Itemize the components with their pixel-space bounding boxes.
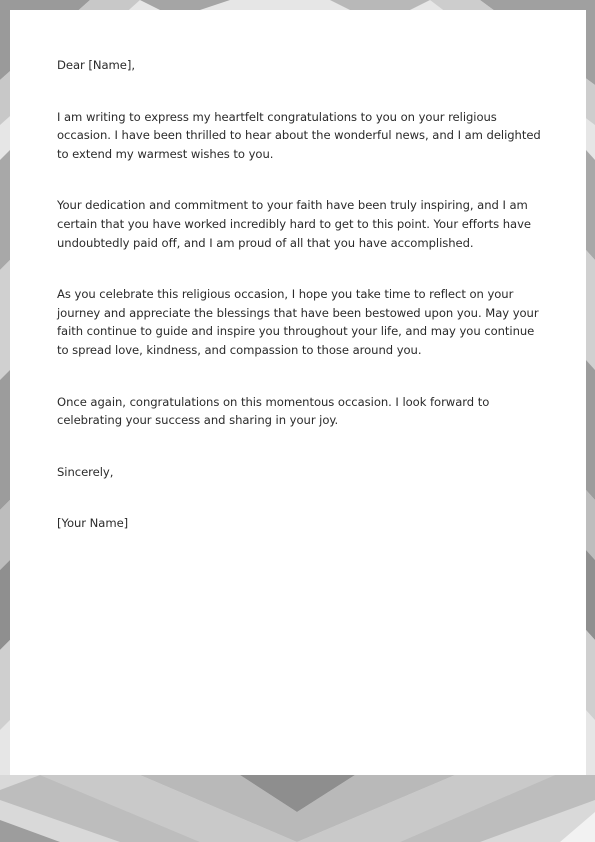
letter-sheet bbox=[10, 10, 586, 775]
letter-paragraph-2: Your dedication and commitment to your faith have been truly inspiring, and I am certain that you have worked incredibly hard to get to this point. Your efforts have undoubtedly paid off, and I am proud of all that you have accomplished. bbox=[57, 198, 531, 250]
letter-salutation: Dear [Name], bbox=[57, 58, 135, 72]
letter-closing: Sincerely, bbox=[57, 464, 114, 479]
letter-paragraph-4: Once again, congratulations on this momentous occasion. I look forward to celebrating your success and sharing in your joy. bbox=[57, 394, 490, 428]
letter-body bbox=[57, 56, 547, 533]
letter-paragraph-3: As you celebrate this religious occasion, I hope you take time to reflect on your journey and appreciate the blessings that have been bestowed upon you. May your faith continue to guide and inspire you throughout your life, and may you continue to spread love, kindness, and compassion to those around you. bbox=[57, 287, 539, 357]
letter-paragraph-1: I am writing to express my heartfelt congratulations to you on your religious occasion. I have been thrilled to hear about the wonderful news, and I am delighted to extend my warmest wishes to you. bbox=[57, 109, 541, 161]
letter-signature: [Your Name] bbox=[57, 516, 129, 531]
